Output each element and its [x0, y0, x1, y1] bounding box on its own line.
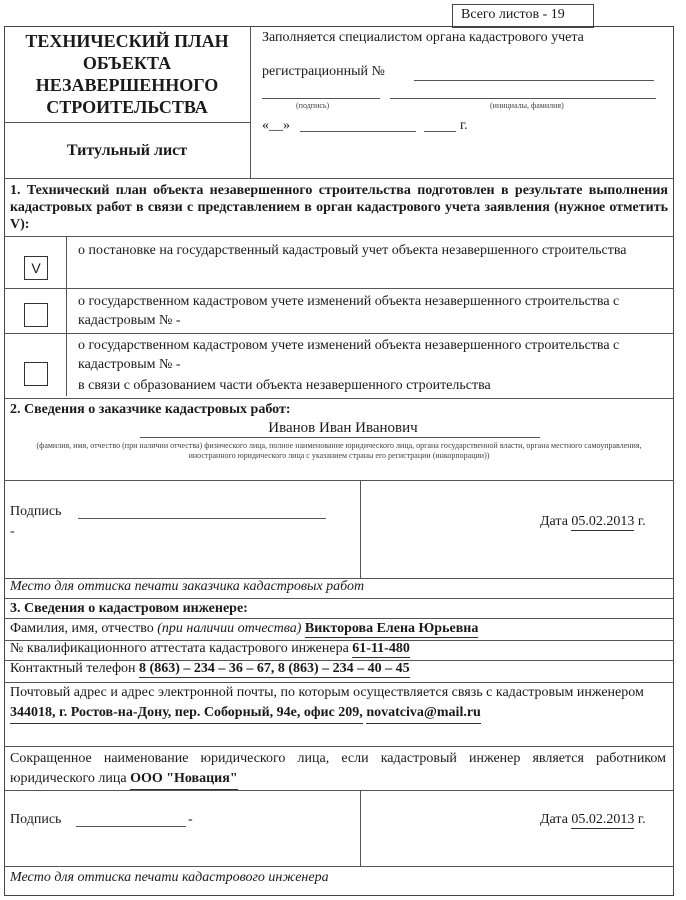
section2-heading: 2. Сведения о заказчике кадастровых работ:: [10, 402, 291, 417]
section3-heading: 3. Сведения о кадастровом инженере:: [10, 601, 248, 616]
engineer-date: [540, 812, 646, 829]
engineer-address: [10, 683, 666, 724]
date-day-blank: __: [269, 118, 283, 133]
date-quote-open: «: [262, 118, 269, 133]
customer-name: Иванов Иван Иванович: [268, 420, 418, 436]
name-caption: (инициалы, фамилия): [490, 101, 564, 110]
customer-date-label: Дата: [540, 514, 568, 529]
engineer-cert-value: 61-11-480: [352, 641, 410, 656]
option-new-registration-text: о постановке на государственный кадастровый учет объекта незавершенного строительства: [78, 243, 627, 258]
engineer-email-value: novatciva@mail.ru: [366, 703, 481, 724]
customer-date-value: 05.02.2013: [571, 514, 635, 529]
customer-stamp-place: Место для оттиска печати заказчика кадастровых работ: [10, 579, 365, 594]
engineer-stamp-place: Место для оттиска печати кадастрового инженера: [10, 870, 329, 885]
total-sheets-box: [452, 4, 594, 28]
engineer-fio-label: Фамилия, имя, отчество: [10, 621, 154, 636]
engineer-org-value: ООО "Новация": [130, 769, 238, 790]
document-title: ТЕХНИЧЕСКИЙ ПЛАН ОБЪЕКТА НЕЗАВЕРШЕННОГО СТРОИТЕЛЬСТВА: [25, 31, 229, 117]
engineer-org: [10, 749, 666, 790]
filled-by-note: Заполняется специалистом органа кадастрового учета: [262, 30, 584, 45]
engineer-date-value: 05.02.2013: [571, 812, 635, 827]
section1-heading: 1. Технический план объекта незавершенного строительства подготовлен в результате выполнения кадастровых работ в связи с представлением в орган кадастрового учета заявления (нужное отметить V):: [10, 183, 668, 232]
engineer-date-suffix: г.: [637, 812, 646, 827]
engineer-sign-dash: -: [188, 812, 193, 827]
engineer-phone-value: 8 (863) – 234 – 36 – 67, 8 (863) – 234 – 40 – 45: [139, 661, 410, 676]
customer-date: [540, 514, 646, 531]
option-part-text: о государственном кадастровом учете изменений объекта незавершенного строительства с кадастровым № -: [78, 338, 620, 372]
date-quote-close: »: [283, 118, 290, 133]
registration-label: регистрационный №: [262, 64, 385, 79]
engineer-org-label: Сокращенное наименование юридического лица, если кадастровый инженер является работником юридического лица: [10, 751, 666, 786]
engineer-cert-label: № квалификационного аттестата кадастрового инженера: [10, 641, 349, 656]
engineer-cert: [10, 641, 410, 658]
engineer-sign-label: Подпись: [10, 812, 62, 827]
engineer-address-label: Почтовый адрес и адрес электронной почты, по которым осуществляется связь с кадастровым инженером: [10, 685, 644, 700]
option-part-extra: в связи с образованием части объекта незавершенного строительства: [78, 378, 491, 393]
engineer-address-value: 344018, г. Ростов-на-Дону, пер. Соборный, 94е, офис 209,: [10, 703, 363, 724]
customer-sign-label: Подпись: [10, 504, 62, 519]
engineer-fio: [10, 621, 478, 638]
signature-caption: (подпись): [296, 101, 330, 110]
registration-date: [262, 118, 290, 134]
title-sheet-label: Титульный лист: [66, 142, 188, 159]
customer-caption: (фамилия, имя, отчество (при наличии отчества) физического лица, полное наименование юридического лица, органа государственной власти, органа местного самоуправления, иностранного юридического лица с указанием страны его регистрации (инкорпорации)): [36, 441, 642, 460]
engineer-fio-note: (при наличии отчества): [157, 621, 302, 636]
option-new-registration-checkbox[interactable]: V: [24, 256, 48, 280]
engineer-fio-value: Викторова Елена Юрьевна: [304, 621, 479, 636]
option-changes-checkbox[interactable]: [24, 303, 48, 327]
engineer-phone-label: Контактный телефон: [10, 661, 136, 676]
option-part-checkbox[interactable]: [24, 362, 48, 386]
year-suffix: г.: [460, 118, 468, 133]
option-changes-text: о государственном кадастровом учете изменений объекта незавершенного строительства с кадастровым № -: [78, 294, 620, 328]
engineer-phone: [10, 661, 410, 678]
customer-sign-dash: -: [10, 524, 15, 539]
total-sheets: Всего листов - 19: [461, 7, 565, 22]
engineer-date-label: Дата: [540, 812, 568, 827]
customer-date-suffix: г.: [637, 514, 646, 529]
